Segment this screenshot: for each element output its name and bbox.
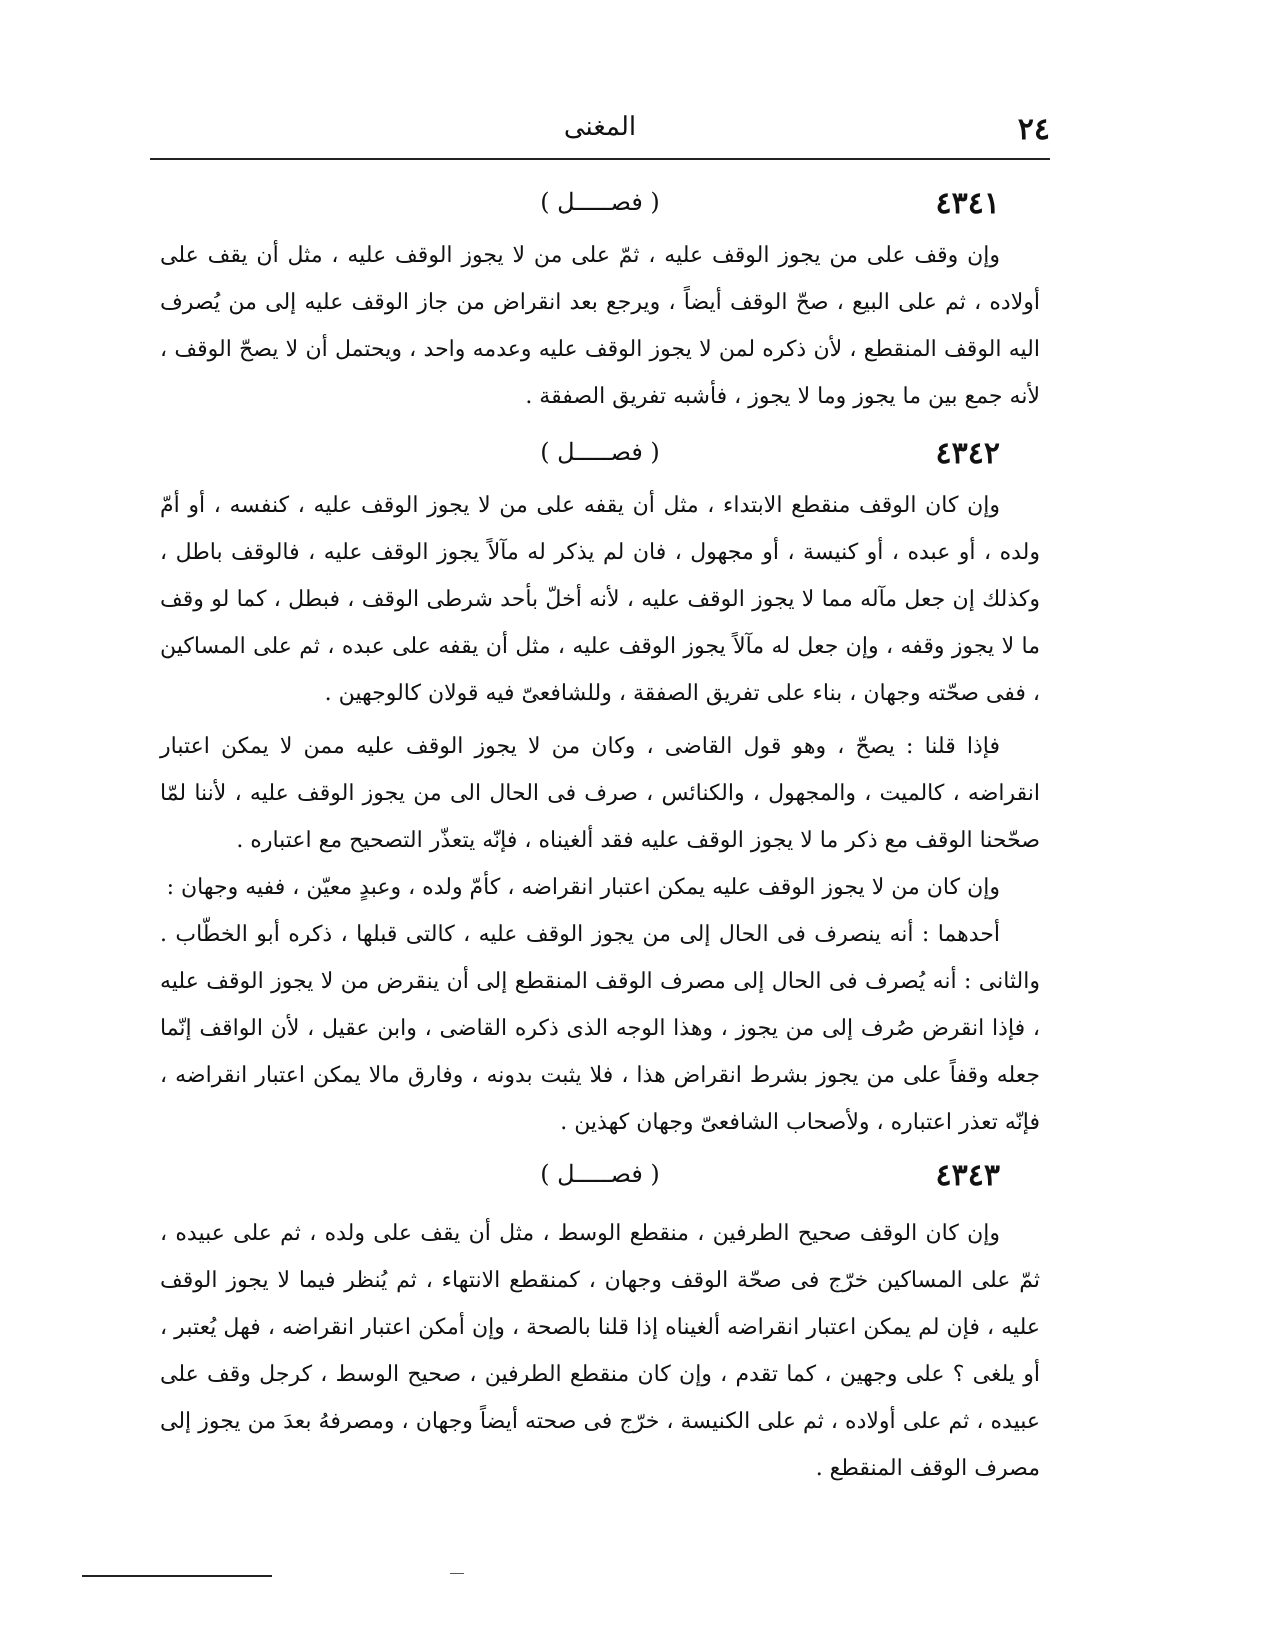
section-4343 [160,1158,1040,1492]
section-number: ٤٣٤٢ [935,436,1000,471]
paragraph: أحدهما : أنه ينصرف فى الحال إلى من يجوز الوقف عليه ، كالتى قبلها ، ذكره أبو الخطّاب . والثانى : أنه يُصرف فى الحال إلى مصرف الوقف المنقطع إلى أن ينقرض من لا يجوز الوقف عليه ، فإذا انقرض صُرف إلى من يجوز ، وهذا الوجه الذى ذكره القاضى ، وابن عقيل ، لأن الواقف إنّما جعله وقفاً على من يجوز بشرط انقراض هذا ، فلا يثبت بدونه ، وفارق مالا يمكن اعتبار انقراضه ، فإنّه تعذر اعتباره ، ولأصحاب الشافعىّ وجهان كهذين . [160,922,1040,1135]
paragraph: فإذا قلنا : يصحّ ، وهو قول القاضى ، وكان من لا يجوز الوقف عليه ممن لا يمكن اعتبار انقراضه ، كالميت ، والمجهول ، والكنائس ، صرف فى الحال الى من يجوز الوقف عليه ، لأننا لمّا صحّحنا الوقف مع ذكر ما لا يجوز الوقف عليه فقد ألغيناه ، فإنّه يتعذّر التصحيح مع اعتباره . [160,734,1040,853]
page-header [150,112,1050,152]
section-heading [160,1158,1040,1204]
section-4342 [160,436,1040,1146]
footnote-divider [82,1575,272,1577]
book-title: المغنى [563,112,637,142]
section-label: ( فصـــــل ) [540,438,660,466]
footer-mark [450,1573,464,1574]
paragraph: وإن كان من لا يجوز الوقف عليه يمكن اعتبار انقراضه ، كأمّ ولده ، وعبدٍ معيّن ، ففيه وجهان : [166,875,1000,900]
paragraph: وإن كان الوقف صحيح الطرفين ، منقطع الوسط ، مثل أن يقف على ولده ، ثم على عبيده ، ثمّ على المساكين خرّج فى صحّة الوقف وجهان ، كمنقطع الانتهاء ، ثم يُنظر فيما لا يجوز الوقف عليه ، فإن لم يمكن اعتبار انقراضه ألغيناه إذا قلنا بالصحة ، وإن أمكن اعتبار انقراضه ، فهل يُعتبر ، أو يلغى ؟ على وجهين ، كما تقدم ، وإن كان منقطع الطرفين ، صحيح الوسط ، كرجل وقف على عبيده ، ثم على أولاده ، ثم على الكنيسة ، خرّج فى صحته أيضاً وجهان ، ومصرفهُ بعدَ من يجوز إلى مصرف الوقف المنقطع . [160,1221,1040,1481]
section-number: ٤٣٤٣ [935,1158,1000,1193]
paragraph: وإن وقف على من يجوز الوقف عليه ، ثمّ على من لا يجوز الوقف عليه ، مثل أن يقف على أولاده ، ثم على البيع ، صحّ الوقف أيضاً ، ويرجع بعد انقراض من جاز الوقف عليه إلى من يُصرف اليه الوقف المنقطع ، لأن ذكره لمن لا يجوز الوقف عليه وعدمه واحد ، ويحتمل أن لا يصحّ الوقف ، لأنه جمع بين ما يجوز وما لا يجوز ، فأشبه تفريق الصفقة . [160,243,1040,409]
section-heading [160,436,1040,482]
section-number: ٤٣٤١ [935,186,1000,221]
page-number: ٢٤ [1017,112,1050,147]
section-4341 [160,186,1040,420]
section-heading [160,186,1040,232]
header-divider [150,158,1050,160]
paragraph: وإن كان الوقف منقطع الابتداء ، مثل أن يقفه على من لا يجوز الوقف عليه ، كنفسه ، أو أمّ ولده ، أو عبده ، أو كنيسة ، أو مجهول ، فان لم يذكر له مآلاً يجوز الوقف عليه ، فالوقف باطل ، وكذلك إن جعل مآله مما لا يجوز الوقف عليه ، لأنه أخلّ بأحد شرطى الوقف ، فبطل ، كما لو وقف ما لا يجوز وقفه ، وإن جعل له مآلاً يجوز الوقف عليه ، مثل أن يقفه على عبده ، ثم على المساكين ، ففى صحّته وجهان ، بناء على تفريق الصفقة ، وللشافعىّ فيه قولان كالوجهين . [160,493,1040,706]
section-label: ( فصـــــل ) [540,1160,660,1188]
section-label: ( فصـــــل ) [540,188,660,216]
